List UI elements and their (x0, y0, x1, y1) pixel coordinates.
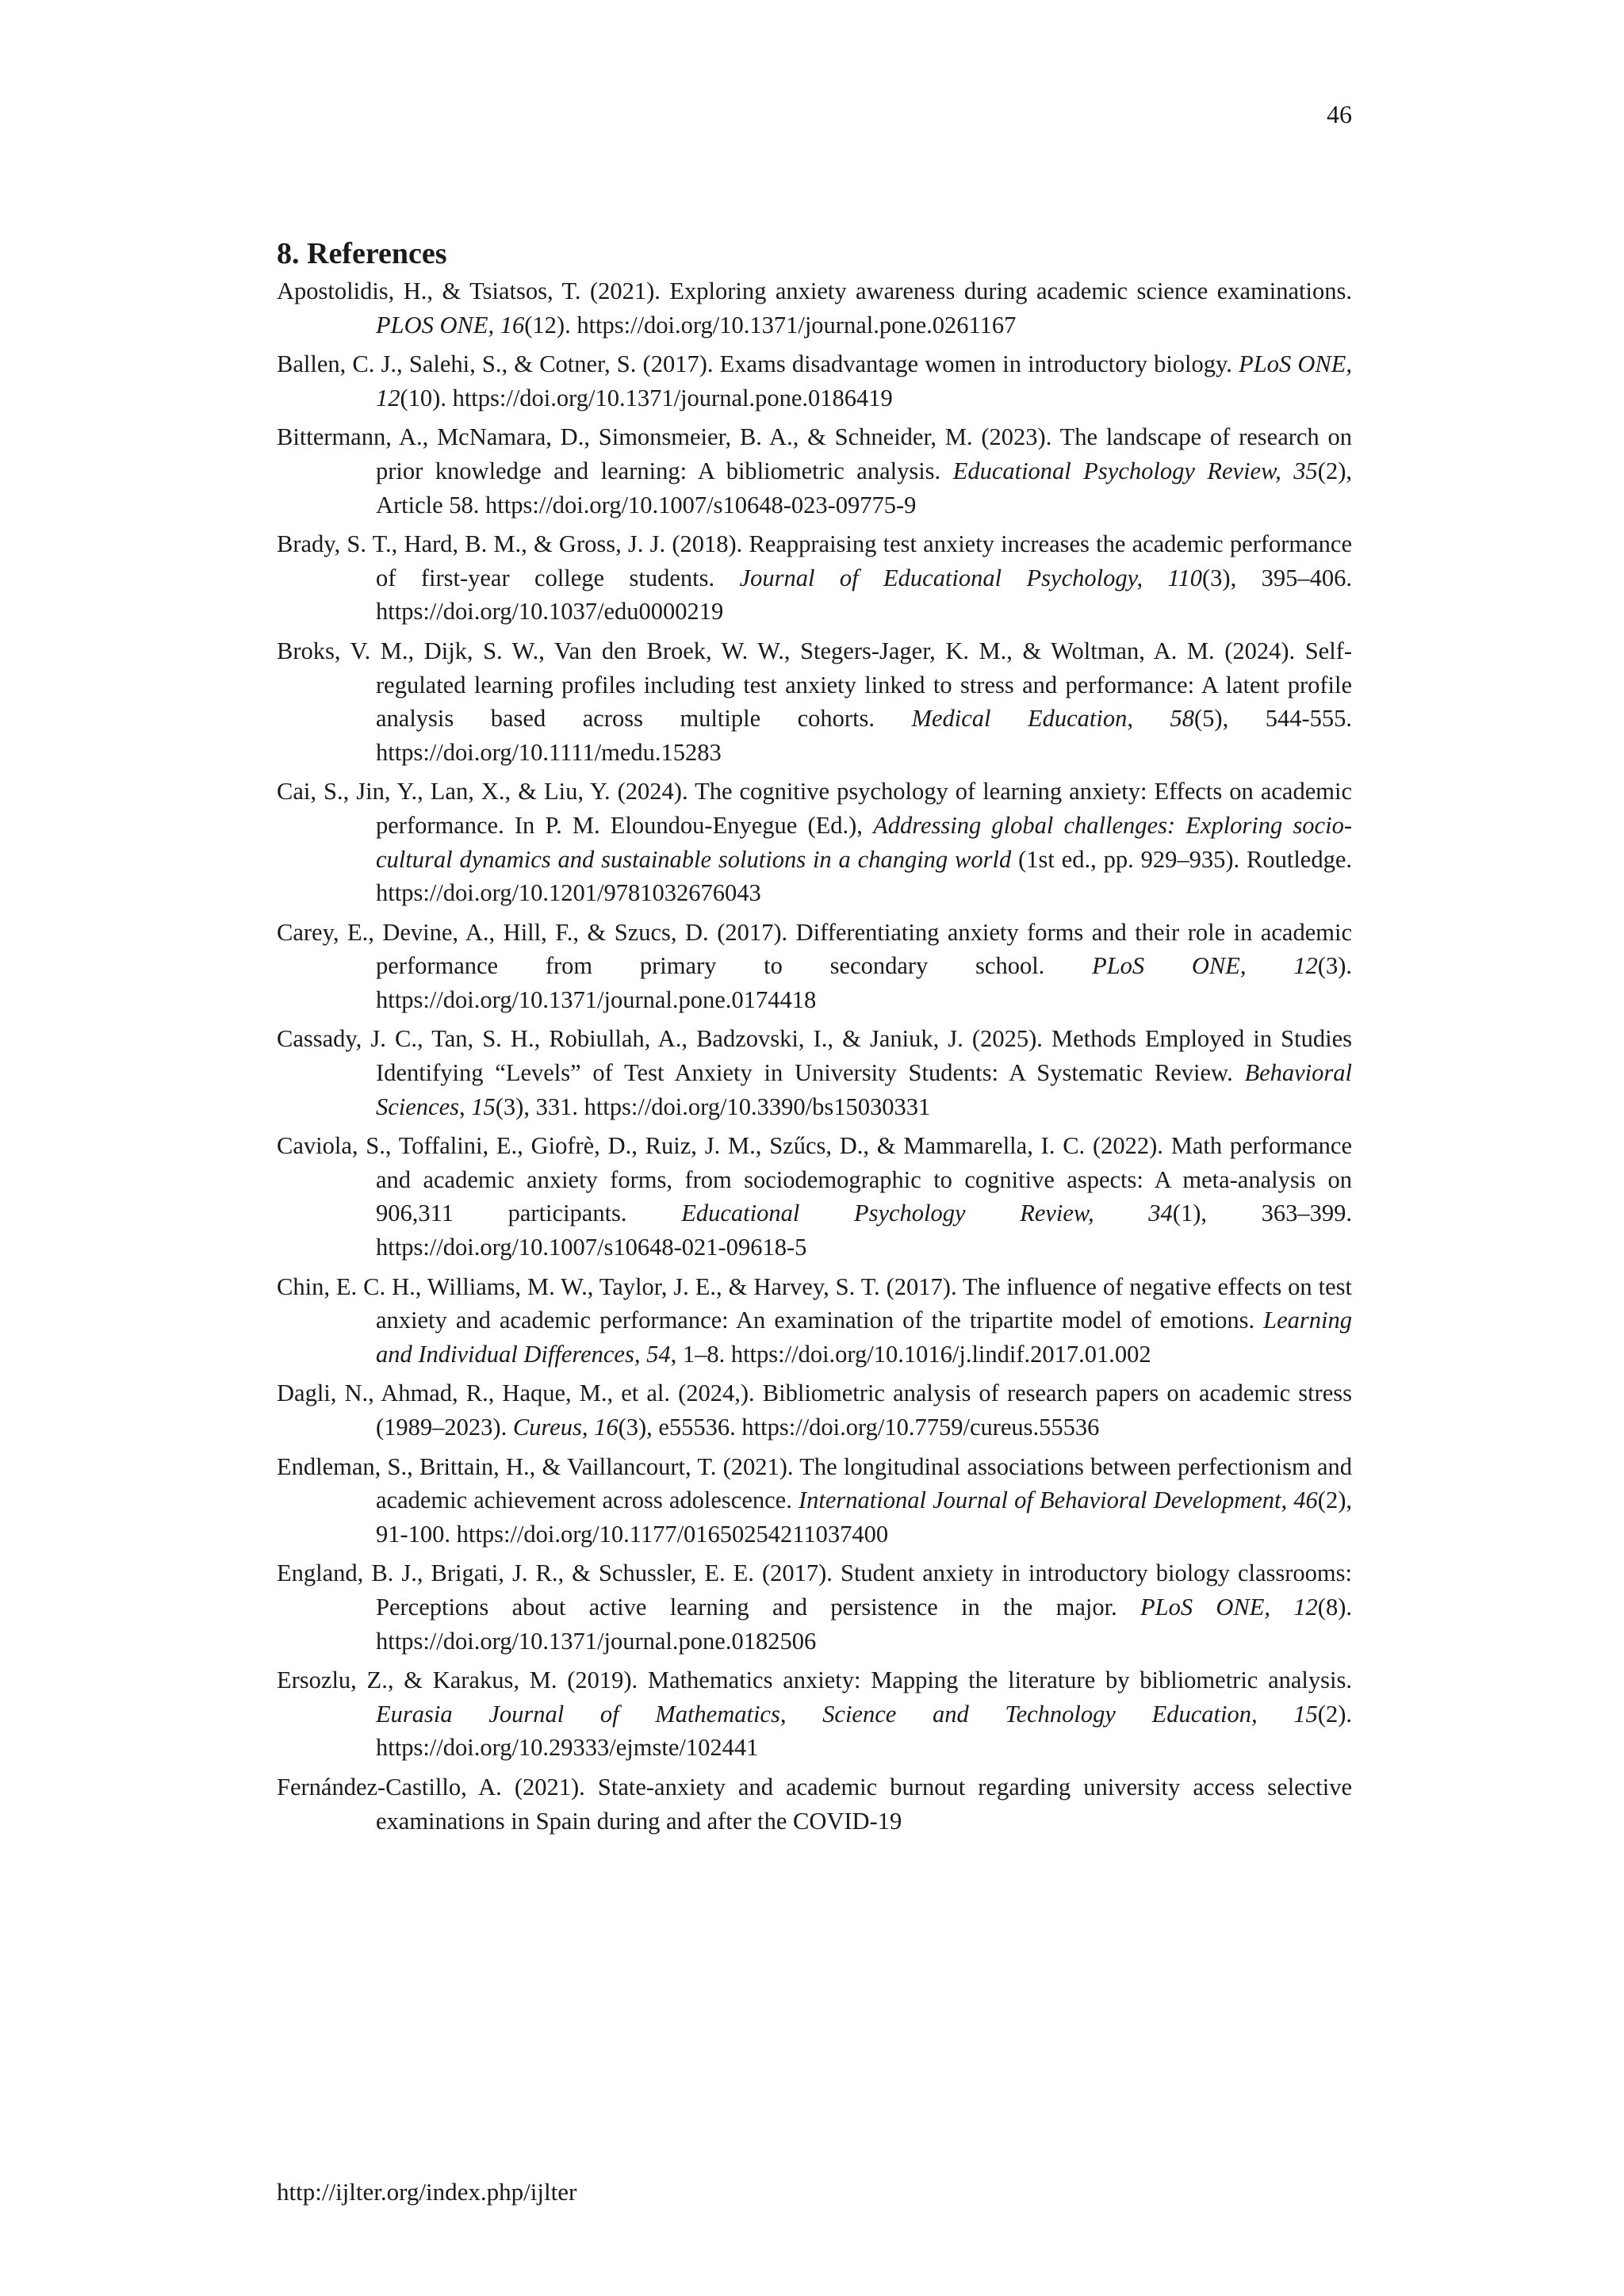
reference-text-segment: (2), Article 58. https://doi.org/10.1007/s10648-023-09775-9 (376, 457, 1352, 519)
reference-text-segment: Fernández-Castillo, A. (2021). State-anxiety and academic burnout regarding university access selective examinations in Spain during and after the COVID-19 (277, 1773, 1352, 1835)
reference-text-segment: (3), e55536. https://doi.org/10.7759/cureus.55536 (618, 1414, 1100, 1441)
section-heading: 8. References (277, 237, 447, 270)
reference-italic-segment: Medical Education (911, 705, 1128, 733)
reference-entry (277, 1270, 1352, 1372)
reference-entry (277, 916, 1352, 1017)
reference-italic-segment: 15 (471, 1093, 496, 1120)
reference-entry (277, 1450, 1352, 1552)
reference-text-segment: England, B. J., Brigati, J. R., & Schussler, E. E. (2017). Student anxiety in introductory biology classrooms: Perceptions about active learning and persistence in the major. (277, 1559, 1352, 1621)
reference-entry (277, 1129, 1352, 1264)
reference-text-segment: , (1127, 705, 1170, 733)
reference-text-segment: Endleman, S., Brittain, H., & Vaillancourt, T. (2021). The longitudinal associations between perfectionism and academic achievement across adolescence. (277, 1452, 1352, 1514)
references-section (277, 235, 1352, 1843)
reference-italic-segment: PLOS ONE, 16 (376, 311, 525, 339)
reference-text-segment: (5), 544-555. https://doi.org/10.1111/medu.15283 (376, 705, 1352, 766)
reference-italic-segment: Eurasia Journal of Mathematics, Science and Technology Education, 15 (376, 1700, 1318, 1728)
reference-text-segment: Cai, S., Jin, Y., Lan, X., & Liu, Y. (2024). The cognitive psychology of learning anxiety: Effects on academic performance. In P. M. Eloundou-Enyegue (Ed.), (277, 778, 1352, 839)
reference-text-segment: (12). https://doi.org/10.1371/journal.pone.0261167 (524, 311, 1017, 339)
reference-list (277, 274, 1352, 1838)
reference-italic-segment: Educational Psychology Review, 35 (952, 457, 1318, 484)
reference-text-segment: Cassady, J. C., Tan, S. H., Robiullah, A., Badzovski, I., & Janiuk, J. (2025). Methods Employed in Studies Identifying “Levels” of Test Anxiety in University Students: A Systematic Review. (277, 1025, 1352, 1087)
reference-text-segment: Apostolidis, H., & Tsiatsos, T. (2021). Exploring anxiety awareness during academic science examinations. (277, 277, 1352, 304)
reference-text-segment: Broks, V. M., Dijk, S. W., Van den Broek, W. W., Stegers-Jager, K. M., & Woltman, A. M. (2024). Self-regulated learning profiles including test anxiety linked to stress and performance: A latent profile analysis based across multiple cohorts. (277, 637, 1352, 733)
reference-text-segment: (3), 331. https://doi.org/10.3390/bs15030331 (495, 1093, 931, 1120)
reference-text-segment: Caviola, S., Toffalini, E., Giofrè, D., Ruiz, J. M., Szűcs, D., & Mammarella, I. C. (2022). Math performance and academic anxiety forms, from sociodemographic to cognitive aspects: A meta-analysis on 906,311 participants. (277, 1132, 1352, 1227)
footer-url: http://ijlter.org/index.php/ijlter (277, 2178, 577, 2206)
reference-italic-segment: Journal of Educational Psychology, 110 (739, 564, 1202, 591)
reference-italic-segment: PLoS ONE, 12 (1092, 952, 1318, 980)
reference-text-segment: (3). https://doi.org/10.1371/journal.pone.0174418 (376, 952, 1352, 1013)
reference-text-segment: Carey, E., Devine, A., Hill, F., & Szucs, D. (2017). Differentiating anxiety forms and their role in academic performance from primary to secondary school. (277, 918, 1352, 980)
reference-entry (277, 347, 1352, 415)
reference-text-segment: Ersozlu, Z., & Karakus, M. (2019). Mathematics anxiety: Mapping the literature by bibliometric analysis. (277, 1667, 1352, 1694)
reference-entry (277, 1663, 1352, 1765)
reference-entry (277, 1376, 1352, 1444)
reference-text-segment: (2). https://doi.org/10.29333/ejmste/102441 (376, 1700, 1352, 1762)
reference-text-segment: (2), 91-100. https://doi.org/10.1177/01650254211037400 (376, 1487, 1352, 1548)
reference-italic-segment: PLoS ONE, 12 (376, 350, 1353, 411)
reference-entry (277, 634, 1352, 769)
reference-italic-segment: PLoS ONE, 12 (1140, 1593, 1318, 1621)
reference-entry (277, 1022, 1352, 1123)
reference-text-segment: Bittermann, A., McNamara, D., Simonsmeier, B. A., & Schneider, M. (2023). The landscape of research on prior knowledge and learning: A bibliometric analysis. (277, 423, 1352, 484)
reference-text-segment: (8). https://doi.org/10.1371/journal.pone.0182506 (376, 1593, 1352, 1655)
reference-text-segment: Ballen, C. J., Salehi, S., & Cotner, S. (2017). Exams disadvantage women in introductory biology. (277, 350, 1239, 378)
reference-text-segment: Chin, E. C. H., Williams, M. W., Taylor, J. E., & Harvey, S. T. (2017). The influence of negative effects on test anxiety and academic performance: An examination of the tripartite model of emotions. (277, 1272, 1352, 1334)
reference-text-segment: (1), 363–399. https://doi.org/10.1007/s10648-021-09618-5 (376, 1200, 1352, 1261)
reference-text-segment: (3), 395–406. https://doi.org/10.1037/edu0000219 (376, 564, 1352, 626)
reference-text-segment: (1st ed., pp. 929–935). Routledge. https://doi.org/10.1201/9781032676043 (376, 845, 1352, 907)
reference-italic-segment: Educational Psychology Review, 34 (681, 1200, 1173, 1227)
reference-text-segment: (10). https://doi.org/10.1371/journal.pone.0186419 (400, 384, 893, 411)
reference-text-segment: , (459, 1093, 472, 1120)
reference-entry (277, 274, 1352, 342)
reference-entry (277, 420, 1352, 522)
reference-italic-segment: Cureus, 16 (512, 1414, 619, 1441)
reference-italic-segment: Learning and Individual Differences, 54 (376, 1307, 1352, 1368)
reference-text-segment: , 1–8. https://doi.org/10.1016/j.lindif.2017.01.002 (670, 1340, 1151, 1368)
reference-entry (277, 1556, 1352, 1658)
reference-italic-segment: 58 (1170, 705, 1195, 733)
reference-italic-segment: Behavioral Sciences (376, 1059, 1352, 1120)
reference-text-segment: Dagli, N., Ahmad, R., Haque, M., et al. (2024,). Bibliometric analysis of research papers on academic stress (1989–2023). (277, 1380, 1352, 1441)
reference-entry (277, 1770, 1352, 1838)
reference-text-segment: Brady, S. T., Hard, B. M., & Gross, J. J. (2018). Reappraising test anxiety increases the academic performance of first-year college students. (277, 530, 1352, 591)
page-number: 46 (1327, 100, 1352, 128)
reference-entry (277, 775, 1352, 909)
reference-italic-segment: International Journal of Behavioral Development, 46 (798, 1487, 1318, 1514)
reference-entry (277, 527, 1352, 629)
reference-italic-segment: Addressing global challenges: Exploring socio-cultural dynamics and sustainable solutions in a changing world (376, 811, 1352, 873)
